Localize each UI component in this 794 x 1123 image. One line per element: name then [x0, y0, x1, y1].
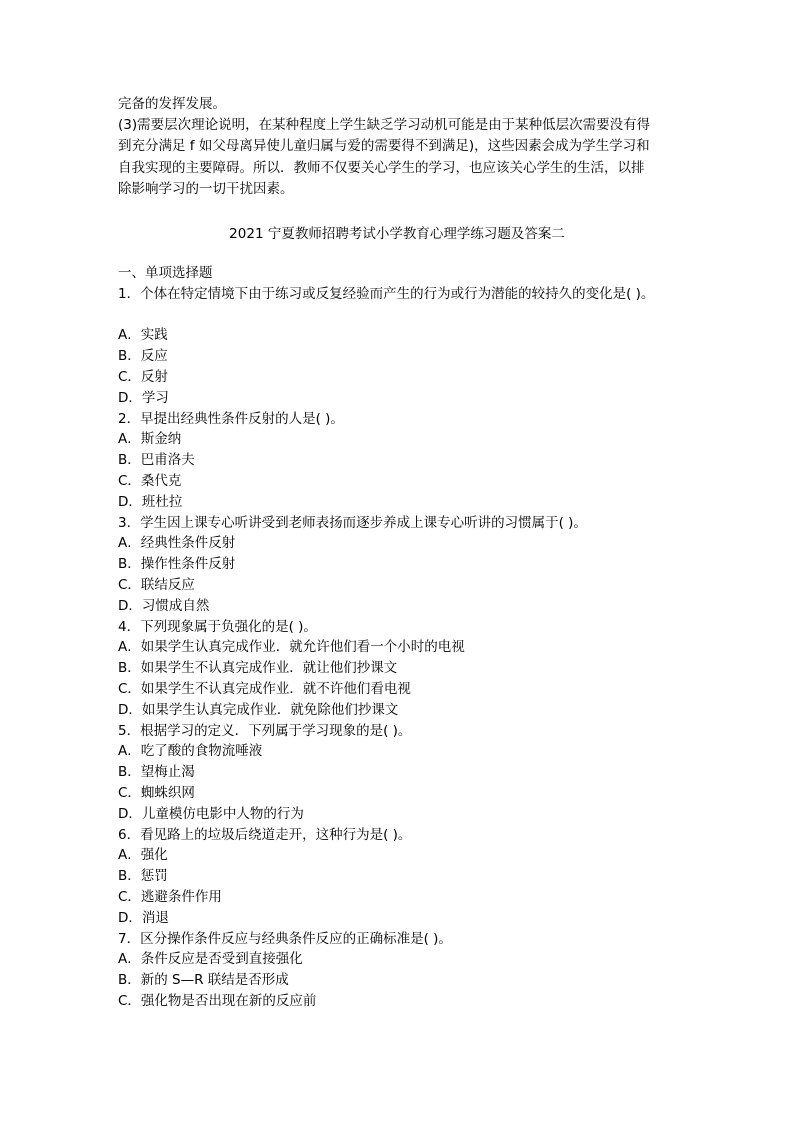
question-stem: 6．看见路上的垃圾后绕道走开，这种行为是( )。 [118, 826, 412, 843]
question-option: C．蜘蛛织网 [118, 784, 195, 801]
question-stem: 3．学生因上课专心听讲受到老师表扬而逐步养成上课专心听讲的习惯属于( )。 [118, 514, 587, 531]
question-option: D．如果学生认真完成作业．就免除他们抄课文 [118, 701, 399, 718]
question-option: A．实践 [118, 327, 168, 344]
question-section [118, 263, 718, 1012]
question-stem: 1．个体在特定情境下由于练习或反复经验而产生的行为或行为潜能的较持久的变化是( )。 [118, 285, 655, 302]
question-option: C．桑代克 [118, 472, 182, 489]
question-option: D．儿童模仿电影中人物的行为 [118, 805, 304, 822]
question-option: A．斯金纳 [118, 431, 182, 448]
question-stem: 2．早提出经典性条件反射的人是( )。 [118, 410, 344, 427]
question-option: B．惩罚 [118, 868, 168, 885]
question-stem: 5．根据学习的定义．下列属于学习现象的是( )。 [118, 722, 412, 739]
question-option: D．学习 [118, 389, 169, 406]
intro-line: (3)需要层次理论说明，在某种程度上学生缺乏学习动机可能是由于某种低层次需要没有得 [118, 117, 651, 134]
question-option: B．巴甫洛夫 [118, 452, 195, 469]
intro-line: 自我实现的主要障碍。所以．教师不仅要关心学生的学习，也应该关心学生的生活，以排 [118, 159, 645, 176]
question-option: D．消退 [118, 909, 169, 926]
intro-line: 到充分满足 f 如父母离异使儿童归属与爱的需要得不到满足)，这些因素会成为学生学习和 [118, 138, 650, 155]
question-option: C．强化物是否出现在新的反应前 [118, 992, 317, 1009]
section-heading: 一、单项选择题 [118, 265, 213, 281]
intro-paragraph [118, 94, 678, 200]
spacer [118, 305, 718, 326]
question-stem: 4．下列现象属于负强化的是( )。 [118, 618, 317, 635]
question-option: D．班杜拉 [118, 493, 183, 510]
question-option: A．条件反应是否受到直接强化 [118, 951, 303, 968]
question-option: C．逃避条件作用 [118, 888, 222, 905]
intro-line: 完备的发挥发展。 [118, 96, 226, 112]
question-option: A．吃了酸的食物流唾液 [118, 743, 263, 760]
question-option: A．经典性条件反射 [118, 535, 236, 552]
question-option: B．新的 S—R 联结是否形成 [118, 972, 289, 989]
question-option: A．强化 [118, 847, 168, 864]
intro-line: 除影响学习的一切干扰因素。 [118, 180, 294, 197]
question-option: B．望梅止渴 [118, 764, 195, 781]
question-option: C．联结反应 [118, 576, 195, 593]
question-option: C．反射 [118, 368, 168, 385]
question-option: D．习惯成自然 [118, 597, 210, 614]
document-title: 2021 宁夏教师招聘考试小学教育心理学练习题及答案二 [229, 226, 565, 242]
question-option: B．如果学生不认真完成作业．就让他们抄课文 [118, 660, 398, 677]
question-option: B．反应 [118, 348, 168, 365]
question-stem: 7．区分操作条件反应与经典条件反应的正确标准是( )。 [118, 930, 452, 947]
question-option: A．如果学生认真完成作业．就允许他们看一个小时的电视 [118, 639, 465, 656]
question-option: C．如果学生不认真完成作业．就不许他们看电视 [118, 680, 411, 697]
question-option: B．操作性条件反射 [118, 556, 236, 573]
